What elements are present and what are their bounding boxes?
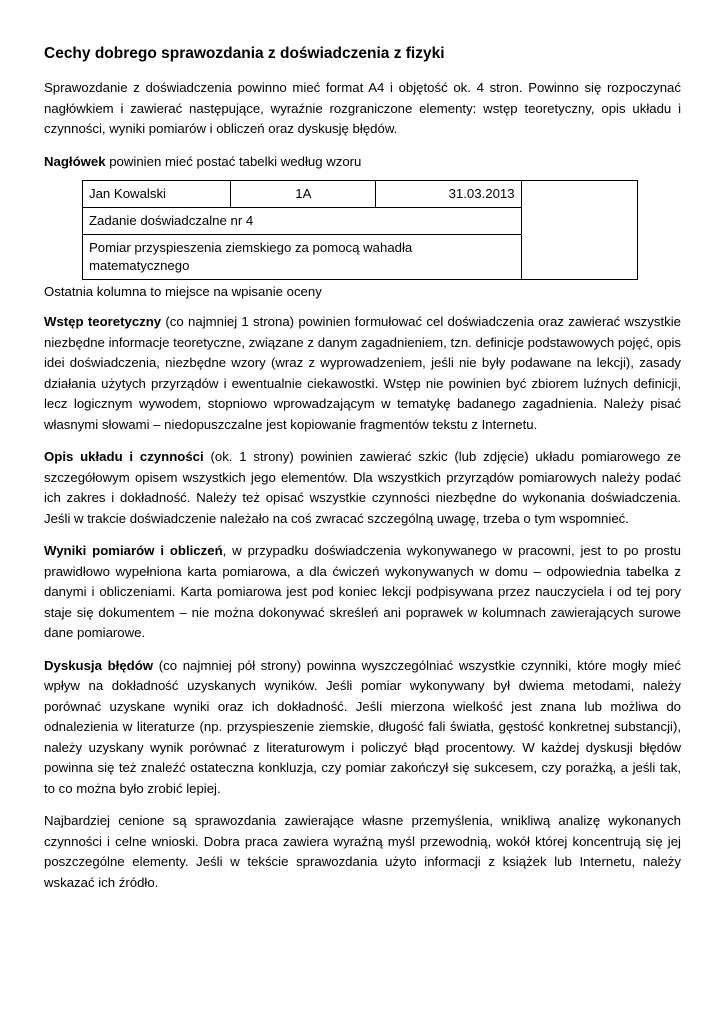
intro-paragraph: Sprawozdanie z doświadczenia powinno mieć format A4 i objętość ok. 4 stron. Powinno się rozpoczynać nagłówkiem i zawierać następujące, wyraźnie rozgraniczone elementy: wstęp teoretyczny, opis układu i czynności, wyniki pomiarów i obliczeń oraz dyskusję błędów. [44, 80, 681, 136]
header-table-wrapper [82, 180, 638, 280]
section-paragraph [44, 656, 681, 800]
section-text: (ok. 1 strony) powinien zawierać szkic (lub zdjęcie) układu pomiarowego ze szczegółowym opisem wszystkich jego elementów. Dla wszystkich przyrządów pomiarowych należy podać ich zakres i dokładność. Należy też opisać wszystkie czynności niezbędne do wykonania doświadczenia. Jeśli w trakcie doświadczenie należało na coś zwracać szczególną uwagę, trzeba o tym wspomnieć. [44, 449, 681, 526]
document-page [44, 44, 681, 905]
section-paragraph [44, 541, 681, 644]
section-label: Wstęp teoretyczny [44, 314, 162, 329]
header-section-text: powinien mieć postać tabelki według wzoru [105, 153, 362, 169]
section-paragraph [44, 447, 681, 529]
section-text: , w przypadku doświadczenia wykonywanego w pracowni, jest to po prostu prawidłowo wypełniona karta pomiarowa, a dla ćwiczeń wykonywanych w domu – odpowiednia tabelka z danymi i obliczeniami. Karta pomiarowa jest pod koniec lekcji podpisywana przez nauczyciela i od tej pory staje się dokumentem – nie można dokonywać skreśleń ani poprawek w kolumnach zawierających surowe dane pomiarowe. [44, 543, 681, 640]
closing-paragraph: Najbardziej cenione są sprawozdania zawierające własne przemyślenia, wnikliwą analizę wykonanych czynności i celne wnioski. Dobra praca zawiera wyraźną myśl przewodnią, wokół której koncentrują się jej poszczególne elementy. Jeśli w tekście sprawozdania użyto informacji z książek lub Internetu, należy wskazać ich źródło. [44, 813, 681, 890]
student-name-cell: Jan Kowalski [83, 181, 231, 208]
section-label: Opis układu i czynności [44, 449, 204, 464]
section-label: Wyniki pomiarów i obliczeń [44, 543, 223, 558]
class-cell: 1A [231, 181, 376, 208]
topic-cell: Pomiar przyspieszenia ziemskiego za pomocą wahadła matematycznego [83, 235, 522, 280]
grade-cell [521, 181, 637, 280]
page-title: Cechy dobrego sprawozdania z doświadczenia z fizyki [44, 45, 445, 62]
header-table [82, 180, 638, 280]
section-text: (co najmniej pół strony) powinna wyszczególniać wszystkie czynniki, które mogły mieć wpływ na dokładność uzyskanych wyników. Jeśli pomiar wykonywany był dwiema metodami, należy porównać uzyskane wyniki oraz ich dokładność. Jeśli mierzona wielkość jest znana lub możliwa do odnalezienia w literaturze (np. przyspieszenie ziemskie, długość fali światła, gęstość konkretnej substancji), należy uzyskany wynik porównać z literaturowym i policzyć błąd procentowy. W każdej dyskusji błędów powinna się też znaleźć ostateczna konkluzja, czy pomiar zakończył się sukcesem, czy porażką, a jeśli tak, to co można było zrobić lepiej. [44, 657, 681, 796]
header-table-row [83, 181, 638, 208]
section-paragraph [44, 312, 681, 435]
header-section-paragraph [44, 152, 681, 173]
section-label: Dyskusja błędów [44, 657, 154, 673]
grade-note: Ostatnia kolumna to miejsce na wpisanie oceny [44, 284, 322, 299]
task-cell: Zadanie doświadczalne nr 4 [83, 208, 522, 235]
header-section-label: Nagłówek [44, 153, 106, 169]
date-cell: 31.03.2013 [376, 181, 521, 208]
section-text: (co najmniej 1 strona) powinien formułować cel doświadczenia oraz zawierać wszystkie niezbędne informacje teoretyczne, związane z danym zagadnieniem, tzn. definicje podstawowych pojęć, opis idei doświadczenia, niezbędne wzory (wraz z wyprowadzeniem, jeśli nie były podawane na lekcji), zasady działania użytych przyrządów i ewentualnie ciekawostki. Wstęp nie powinien być zbiorem luźnych definicji, lecz logicznym wywodem, stopniowo wprowadzającym w tematykę badanego zagadnienia. Należy pisać własnymi słowami – niedopuszczalne jest kopiowanie fragmentów tekstu z Internetu. [44, 314, 681, 432]
